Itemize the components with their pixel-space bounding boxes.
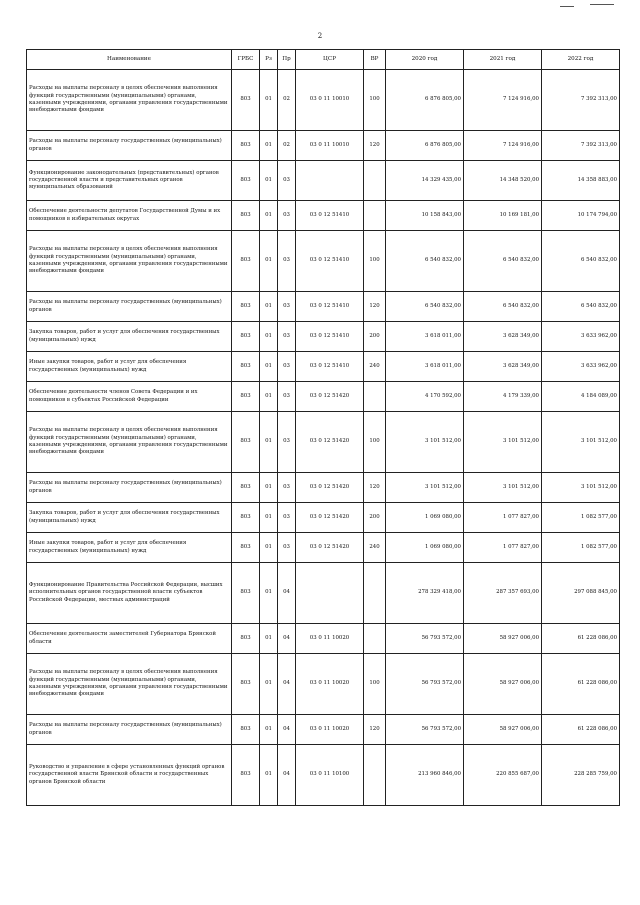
col-header-grbs: ГРБС xyxy=(232,50,260,70)
cell-grbs: 803 xyxy=(232,161,260,201)
cell-2022: 1 082 577,00 xyxy=(542,503,620,533)
cell-name: Расходы на выплаты персоналу государственных (муниципальных) органов xyxy=(27,473,232,503)
cell-vr: 240 xyxy=(364,352,386,382)
cell-name: Функционирование Правительства Российской Федерации, высших исполнительных органов государственной власти субъектов Российской Федерации, местных администраций xyxy=(27,563,232,624)
cell-2020: 6 876 805,00 xyxy=(386,131,464,161)
col-header-vr: ВР xyxy=(364,50,386,70)
cell-2022: 61 228 086,00 xyxy=(542,715,620,745)
cell-name: Расходы на выплаты персоналу в целях обеспечения выполнения функций государственными (муниципальными) органами, казенными учреждениями, органами управления государственными внебюджетными фондами xyxy=(27,70,232,131)
cell-grbs: 803 xyxy=(232,70,260,131)
cell-name: Закупка товаров, работ и услуг для обеспечения государственных (муниципальных) нужд xyxy=(27,503,232,533)
cell-grbs: 803 xyxy=(232,131,260,161)
cell-csr: 03 0 11 10020 xyxy=(296,624,364,654)
cell-rz: 01 xyxy=(260,201,278,231)
cell-grbs: 803 xyxy=(232,412,260,473)
table-row xyxy=(27,131,620,161)
cell-2022: 1 082 577,00 xyxy=(542,533,620,563)
table-row xyxy=(27,624,620,654)
cell-csr: 03 0 12 51420 xyxy=(296,533,364,563)
cell-grbs: 803 xyxy=(232,231,260,292)
cell-vr: 100 xyxy=(364,231,386,292)
cell-csr: 03 0 12 51410 xyxy=(296,352,364,382)
table-row xyxy=(27,503,620,533)
cell-rz: 01 xyxy=(260,322,278,352)
cell-vr xyxy=(364,382,386,412)
cell-vr: 200 xyxy=(364,503,386,533)
cell-vr: 100 xyxy=(364,654,386,715)
cell-name: Иные закупки товаров, работ и услуг для обеспечения государственных (муниципальных) нужд xyxy=(27,533,232,563)
cell-2021: 287 357 693,00 xyxy=(464,563,542,624)
cell-vr xyxy=(364,624,386,654)
cell-vr: 240 xyxy=(364,533,386,563)
cell-pr: 04 xyxy=(278,563,296,624)
cell-csr: 03 0 11 10100 xyxy=(296,745,364,806)
col-header-csr: ЦСР xyxy=(296,50,364,70)
table-row xyxy=(27,745,620,806)
cell-2020: 10 158 843,00 xyxy=(386,201,464,231)
cell-pr: 03 xyxy=(278,292,296,322)
cell-2021: 10 169 181,00 xyxy=(464,201,542,231)
cell-vr: 100 xyxy=(364,412,386,473)
cell-rz: 01 xyxy=(260,624,278,654)
cell-vr: 120 xyxy=(364,292,386,322)
cell-csr: 03 0 12 51420 xyxy=(296,473,364,503)
cell-csr: 03 0 12 51410 xyxy=(296,201,364,231)
cell-name: Руководство и управление в сфере установленных функций органов государственной власти Брянской области и государственных органов Брянской области xyxy=(27,745,232,806)
col-header-pr: Пр xyxy=(278,50,296,70)
cell-name: Расходы на выплаты персоналу в целях обеспечения выполнения функций государственными (муниципальными) органами, казенными учреждениями, органами управления государственными внебюджетными фондами xyxy=(27,231,232,292)
cell-2021: 58 927 006,00 xyxy=(464,654,542,715)
cell-csr: 03 0 11 10010 xyxy=(296,131,364,161)
cell-rz: 01 xyxy=(260,473,278,503)
cell-pr: 04 xyxy=(278,715,296,745)
table-row xyxy=(27,201,620,231)
table-row xyxy=(27,412,620,473)
cell-rz: 01 xyxy=(260,654,278,715)
cell-grbs: 803 xyxy=(232,322,260,352)
cell-name: Расходы на выплаты персоналу государственных (муниципальных) органов xyxy=(27,292,232,322)
cell-grbs: 803 xyxy=(232,654,260,715)
cell-vr xyxy=(364,563,386,624)
table-row xyxy=(27,161,620,201)
cell-vr xyxy=(364,161,386,201)
cell-2021: 58 927 006,00 xyxy=(464,624,542,654)
cell-grbs: 803 xyxy=(232,624,260,654)
cell-name: Расходы на выплаты персоналу государственных (муниципальных) органов xyxy=(27,715,232,745)
cell-name: Расходы на выплаты персоналу в целях обеспечения выполнения функций государственными (муниципальными) органами, казенными учреждениями, органами управления государственными внебюджетными фондами xyxy=(27,654,232,715)
col-header-2021: 2021 год xyxy=(464,50,542,70)
cell-name: Обеспечение деятельности членов Совета Федерации и их помощников в субъектах Российской Федерации xyxy=(27,382,232,412)
table-row xyxy=(27,473,620,503)
cell-grbs: 803 xyxy=(232,563,260,624)
cell-csr: 03 0 12 51410 xyxy=(296,231,364,292)
cell-csr: 03 0 12 51420 xyxy=(296,503,364,533)
cell-2022: 297 088 845,00 xyxy=(542,563,620,624)
cell-name: Расходы на выплаты персоналу в целях обеспечения выполнения функций государственными (муниципальными) органами, казенными учреждениями, органами управления государственными внебюджетными фондами xyxy=(27,412,232,473)
cell-csr: 03 0 11 10020 xyxy=(296,715,364,745)
cell-2022: 228 285 759,00 xyxy=(542,745,620,806)
cell-pr: 03 xyxy=(278,322,296,352)
budget-table xyxy=(26,49,620,806)
header-row xyxy=(27,50,620,70)
cell-2020: 3 101 512,00 xyxy=(386,473,464,503)
table-row xyxy=(27,322,620,352)
cell-name: Закупка товаров, работ и услуг для обеспечения государственных (муниципальных) нужд xyxy=(27,322,232,352)
cell-2022: 7 392 313,00 xyxy=(542,70,620,131)
cell-vr: 120 xyxy=(364,473,386,503)
cell-rz: 01 xyxy=(260,745,278,806)
cell-2021: 220 855 687,00 xyxy=(464,745,542,806)
cell-csr: 03 0 11 10010 xyxy=(296,70,364,131)
table-row xyxy=(27,352,620,382)
cell-csr xyxy=(296,563,364,624)
cell-2021: 14 348 520,00 xyxy=(464,161,542,201)
cell-2020: 6 540 832,00 xyxy=(386,231,464,292)
cell-2022: 6 540 832,00 xyxy=(542,231,620,292)
cell-2020: 56 793 572,00 xyxy=(386,624,464,654)
cell-rz: 01 xyxy=(260,715,278,745)
cell-csr: 03 0 12 51420 xyxy=(296,382,364,412)
cell-pr: 02 xyxy=(278,131,296,161)
cell-2022: 7 392 313,00 xyxy=(542,131,620,161)
cell-grbs: 803 xyxy=(232,503,260,533)
cell-2021: 7 124 916,00 xyxy=(464,131,542,161)
col-header-2022: 2022 год xyxy=(542,50,620,70)
scan-speck xyxy=(560,6,574,7)
cell-csr xyxy=(296,161,364,201)
cell-2020: 1 069 080,00 xyxy=(386,503,464,533)
col-header-name: Наименование xyxy=(27,50,232,70)
cell-2021: 3 628 349,00 xyxy=(464,322,542,352)
cell-vr: 120 xyxy=(364,131,386,161)
cell-rz: 01 xyxy=(260,563,278,624)
cell-2021: 6 540 832,00 xyxy=(464,292,542,322)
cell-2020: 1 069 080,00 xyxy=(386,533,464,563)
cell-name: Функционирование законодательных (представительных) органов государственной власти и представительных органов муниципальных образований xyxy=(27,161,232,201)
cell-2021: 7 124 916,00 xyxy=(464,70,542,131)
cell-2022: 61 228 086,00 xyxy=(542,624,620,654)
cell-grbs: 803 xyxy=(232,382,260,412)
cell-2020: 56 793 572,00 xyxy=(386,654,464,715)
cell-grbs: 803 xyxy=(232,533,260,563)
cell-rz: 01 xyxy=(260,161,278,201)
cell-grbs: 803 xyxy=(232,201,260,231)
cell-pr: 04 xyxy=(278,745,296,806)
cell-pr: 03 xyxy=(278,231,296,292)
cell-vr: 120 xyxy=(364,715,386,745)
cell-rz: 01 xyxy=(260,292,278,322)
cell-pr: 02 xyxy=(278,70,296,131)
cell-2022: 6 540 832,00 xyxy=(542,292,620,322)
cell-pr: 04 xyxy=(278,624,296,654)
cell-name: Обеспечение деятельности депутатов Государственной Думы и их помощников в избирательных округах xyxy=(27,201,232,231)
cell-2022: 3 633 962,00 xyxy=(542,352,620,382)
cell-grbs: 803 xyxy=(232,745,260,806)
cell-pr: 03 xyxy=(278,412,296,473)
cell-grbs: 803 xyxy=(232,473,260,503)
cell-2020: 6 876 805,00 xyxy=(386,70,464,131)
cell-name: Иные закупки товаров, работ и услуг для обеспечения государственных (муниципальных) нужд xyxy=(27,352,232,382)
cell-pr: 03 xyxy=(278,503,296,533)
table-row xyxy=(27,292,620,322)
cell-2020: 213 960 846,00 xyxy=(386,745,464,806)
cell-vr: 200 xyxy=(364,322,386,352)
cell-2022: 3 101 512,00 xyxy=(542,473,620,503)
cell-csr: 03 0 12 51410 xyxy=(296,322,364,352)
cell-2020: 3 618 011,00 xyxy=(386,322,464,352)
cell-pr: 03 xyxy=(278,201,296,231)
cell-csr: 03 0 12 51410 xyxy=(296,292,364,322)
table-row xyxy=(27,533,620,563)
cell-2020: 3 618 011,00 xyxy=(386,352,464,382)
cell-vr: 100 xyxy=(364,70,386,131)
scan-speck xyxy=(590,4,614,5)
cell-2022: 3 633 962,00 xyxy=(542,322,620,352)
cell-rz: 01 xyxy=(260,503,278,533)
cell-2020: 14 329 435,00 xyxy=(386,161,464,201)
cell-rz: 01 xyxy=(260,382,278,412)
cell-rz: 01 xyxy=(260,70,278,131)
cell-pr: 04 xyxy=(278,654,296,715)
cell-2020: 6 540 832,00 xyxy=(386,292,464,322)
cell-2021: 58 927 006,00 xyxy=(464,715,542,745)
cell-2021: 6 540 832,00 xyxy=(464,231,542,292)
table-row xyxy=(27,382,620,412)
cell-2020: 3 101 512,00 xyxy=(386,412,464,473)
table-row xyxy=(27,231,620,292)
cell-grbs: 803 xyxy=(232,292,260,322)
table-row xyxy=(27,715,620,745)
cell-2022: 14 358 883,00 xyxy=(542,161,620,201)
cell-pr: 03 xyxy=(278,352,296,382)
cell-name: Расходы на выплаты персоналу государственных (муниципальных) органов xyxy=(27,131,232,161)
cell-2022: 3 101 512,00 xyxy=(542,412,620,473)
cell-csr: 03 0 11 10020 xyxy=(296,654,364,715)
cell-rz: 01 xyxy=(260,533,278,563)
cell-2022: 10 174 794,00 xyxy=(542,201,620,231)
cell-rz: 01 xyxy=(260,352,278,382)
cell-csr: 03 0 12 51420 xyxy=(296,412,364,473)
table-row xyxy=(27,654,620,715)
cell-rz: 01 xyxy=(260,412,278,473)
cell-pr: 03 xyxy=(278,473,296,503)
cell-vr xyxy=(364,201,386,231)
cell-pr: 03 xyxy=(278,382,296,412)
table-row xyxy=(27,563,620,624)
cell-rz: 01 xyxy=(260,131,278,161)
cell-rz: 01 xyxy=(260,231,278,292)
cell-grbs: 803 xyxy=(232,715,260,745)
cell-2020: 278 329 418,00 xyxy=(386,563,464,624)
cell-2022: 61 228 086,00 xyxy=(542,654,620,715)
cell-grbs: 803 xyxy=(232,352,260,382)
col-header-rz: Рз xyxy=(260,50,278,70)
table-row xyxy=(27,70,620,131)
cell-2020: 56 793 572,00 xyxy=(386,715,464,745)
cell-vr xyxy=(364,745,386,806)
cell-2021: 3 628 349,00 xyxy=(464,352,542,382)
page-number: 2 xyxy=(317,32,323,40)
cell-2021: 3 101 512,00 xyxy=(464,473,542,503)
cell-pr: 03 xyxy=(278,533,296,563)
col-header-2020: 2020 год xyxy=(386,50,464,70)
cell-name: Обеспечение деятельности заместителей Губернатора Брянской области xyxy=(27,624,232,654)
cell-pr: 03 xyxy=(278,161,296,201)
cell-2021: 1 077 827,00 xyxy=(464,503,542,533)
cell-2020: 4 170 592,00 xyxy=(386,382,464,412)
cell-2021: 4 179 339,00 xyxy=(464,382,542,412)
cell-2021: 3 101 512,00 xyxy=(464,412,542,473)
cell-2021: 1 077 827,00 xyxy=(464,533,542,563)
cell-2022: 4 184 089,00 xyxy=(542,382,620,412)
